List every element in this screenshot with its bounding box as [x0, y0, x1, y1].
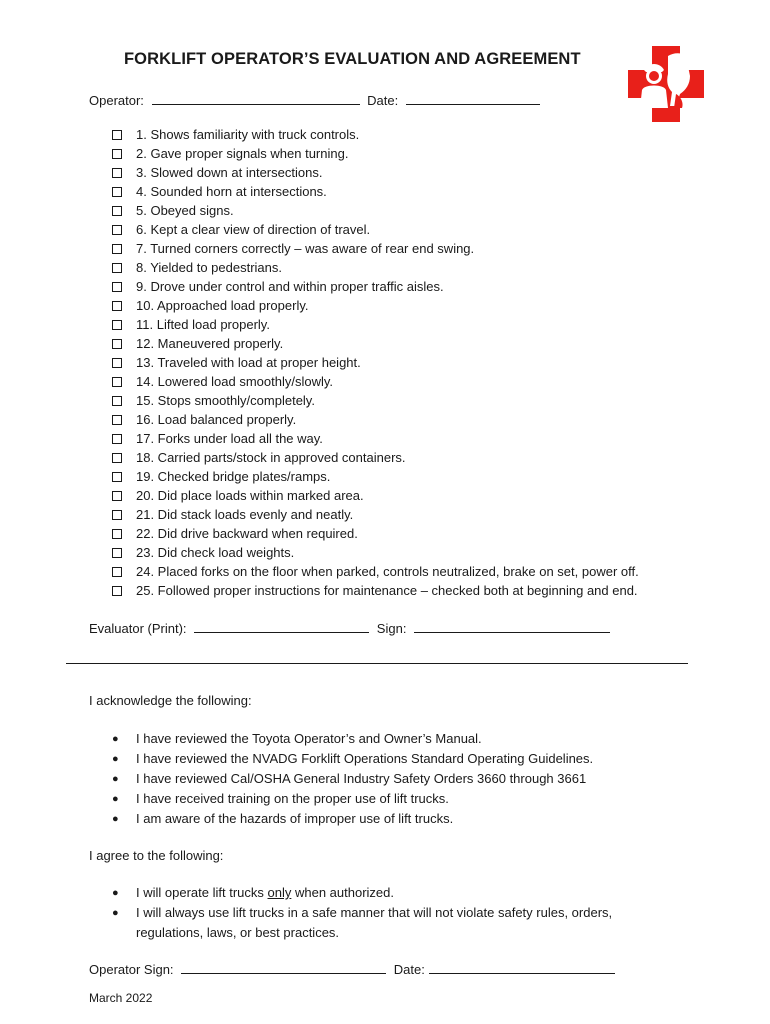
checklist-item-label: 24. Placed forks on the floor when parked, controls neutralized, brake on set, power off.: [136, 564, 639, 579]
checkbox[interactable]: [112, 130, 122, 140]
bullet-icon: ●: [112, 907, 119, 919]
checkbox[interactable]: [112, 434, 122, 444]
checklist-item-label: 19. Checked bridge plates/ramps.: [136, 469, 331, 484]
checklist-item-label: 18. Carried parts/stock in approved containers.: [136, 450, 406, 465]
list-item: ● I will always use lift trucks in a safe manner that will not violate safety rules, orders, regulations, laws, or best practices.: [112, 903, 656, 943]
date-field[interactable]: [406, 92, 540, 105]
checklist-item: [112, 467, 639, 486]
checklist-item-label: 14. Lowered load smoothly/slowly.: [136, 374, 334, 389]
checklist-item-label: 22. Did drive backward when required.: [136, 526, 358, 541]
checklist-item-label: 25. Followed proper instructions for maintenance – checked both at beginning and end.: [136, 583, 638, 598]
checklist-item-label: 6. Kept a clear view of direction of travel.: [136, 222, 371, 237]
list-item: ● I have reviewed the Toyota Operator’s and Owner’s Manual.: [112, 729, 656, 749]
checklist-item: [112, 448, 639, 467]
evaluator-label: Evaluator (Print):: [89, 621, 187, 636]
checkbox[interactable]: [112, 187, 122, 197]
checklist-item: [112, 277, 639, 296]
section-divider: [66, 663, 688, 664]
checklist-item-label: 12. Maneuvered properly.: [136, 336, 284, 351]
checkbox[interactable]: [112, 168, 122, 178]
operator-signature-field[interactable]: [181, 961, 386, 974]
checklist-item: [112, 334, 639, 353]
agree-list: [112, 883, 656, 943]
checklist-item-label: 20. Did place loads within marked area.: [136, 488, 364, 503]
checklist-item-label: 16. Load balanced properly.: [136, 412, 297, 427]
checkbox[interactable]: [112, 225, 122, 235]
checklist-item: [112, 163, 639, 182]
checklist-item: [112, 524, 639, 543]
red-cross-horse-rider-logo-icon: [628, 46, 704, 122]
checkbox[interactable]: [112, 320, 122, 330]
checkbox[interactable]: [112, 472, 122, 482]
checklist-item-label: 5. Obeyed signs.: [136, 203, 234, 218]
agree-heading: I agree to the following:: [89, 848, 224, 863]
checklist-item-label: 9. Drove under control and within proper traffic aisles.: [136, 279, 444, 294]
checkbox[interactable]: [112, 548, 122, 558]
operator-name-field[interactable]: [152, 92, 360, 105]
checklist-item: [112, 581, 639, 600]
checkbox[interactable]: [112, 567, 122, 577]
checkbox[interactable]: [112, 301, 122, 311]
list-item: ● I will operate lift trucks only when authorized.: [112, 883, 656, 903]
checklist-item: [112, 486, 639, 505]
checkbox[interactable]: [112, 358, 122, 368]
checklist-item: [112, 543, 639, 562]
footer-date: March 2022: [89, 991, 153, 1005]
checklist-item-label: 3. Slowed down at intersections.: [136, 165, 323, 180]
checkbox[interactable]: [112, 149, 122, 159]
checkbox[interactable]: [112, 529, 122, 539]
checklist-item-label: 2. Gave proper signals when turning.: [136, 146, 349, 161]
signature-date-field[interactable]: [429, 961, 615, 974]
bullet-icon: ●: [112, 733, 119, 745]
checkbox[interactable]: [112, 377, 122, 387]
checklist-item-label: 8. Yielded to pedestrians.: [136, 260, 282, 275]
list-item: ● I have reviewed the NVADG Forklift Operations Standard Operating Guidelines.: [112, 749, 656, 769]
operator-row: [89, 92, 544, 108]
evaluator-name-field[interactable]: [194, 620, 369, 633]
checkbox[interactable]: [112, 415, 122, 425]
checklist-item: [112, 239, 639, 258]
operator-sign-label: Operator Sign:: [89, 962, 174, 977]
list-item: ● I have reviewed Cal/OSHA General Industry Safety Orders 3660 through 3661: [112, 769, 656, 789]
checklist-item: [112, 505, 639, 524]
checklist-item-label: 17. Forks under load all the way.: [136, 431, 323, 446]
bullet-icon: ●: [112, 793, 119, 805]
checklist-item: [112, 315, 639, 334]
operator-label: Operator:: [89, 93, 144, 108]
checklist-item: [112, 353, 639, 372]
acknowledge-heading: I acknowledge the following:: [89, 693, 252, 708]
checklist-item-label: 4. Sounded horn at intersections.: [136, 184, 327, 199]
evaluator-signature-field[interactable]: [414, 620, 610, 633]
signature-date-label: Date:: [393, 962, 425, 977]
checklist-item: [112, 144, 639, 163]
checklist-item-label: 11. Lifted load properly.: [136, 317, 270, 332]
acknowledge-list: [112, 729, 656, 829]
checklist-item: [112, 125, 639, 144]
checklist-item: [112, 410, 639, 429]
checkbox[interactable]: [112, 453, 122, 463]
checklist-item: [112, 372, 639, 391]
checklist-item: [112, 258, 639, 277]
checkbox[interactable]: [112, 282, 122, 292]
date-label: Date:: [367, 93, 399, 108]
checklist-item: [112, 220, 639, 239]
checkbox[interactable]: [112, 396, 122, 406]
checklist-item-label: 7. Turned corners correctly – was aware of rear end swing.: [136, 241, 475, 256]
checklist-item: [112, 391, 639, 410]
checklist-item-label: 15. Stops smoothly/completely.: [136, 393, 315, 408]
bullet-icon: ●: [112, 753, 119, 765]
checklist-item-label: 10. Approached load properly.: [136, 298, 309, 313]
checklist-item-label: 1. Shows familiarity with truck controls.: [136, 127, 360, 142]
evaluation-checklist: [112, 125, 639, 600]
checkbox[interactable]: [112, 339, 122, 349]
checkbox[interactable]: [112, 491, 122, 501]
bullet-icon: ●: [112, 773, 119, 785]
list-item: ● I have received training on the proper use of lift trucks.: [112, 789, 656, 809]
list-item: ● I am aware of the hazards of improper use of lift trucks.: [112, 809, 656, 829]
bullet-icon: ●: [112, 813, 119, 825]
checklist-item: [112, 296, 639, 315]
document-title: FORKLIFT OPERATOR’S EVALUATION AND AGREEMENT: [124, 50, 581, 68]
evaluator-row: [89, 620, 614, 636]
sign-label: Sign:: [376, 621, 407, 636]
checkbox[interactable]: [112, 206, 122, 216]
bullet-icon: ●: [112, 887, 119, 899]
checkbox[interactable]: [112, 263, 122, 273]
checklist-item: [112, 182, 639, 201]
operator-signature-row: [89, 961, 619, 977]
checkbox[interactable]: [112, 510, 122, 520]
checklist-item-label: 13. Traveled with load at proper height.: [136, 355, 361, 370]
checkbox[interactable]: [112, 244, 122, 254]
checklist-item: [112, 562, 639, 581]
checklist-item-label: 21. Did stack loads evenly and neatly.: [136, 507, 354, 522]
checklist-item: [112, 429, 639, 448]
checklist-item-label: 23. Did check load weights.: [136, 545, 295, 560]
checkbox[interactable]: [112, 586, 122, 596]
checklist-item: [112, 201, 639, 220]
